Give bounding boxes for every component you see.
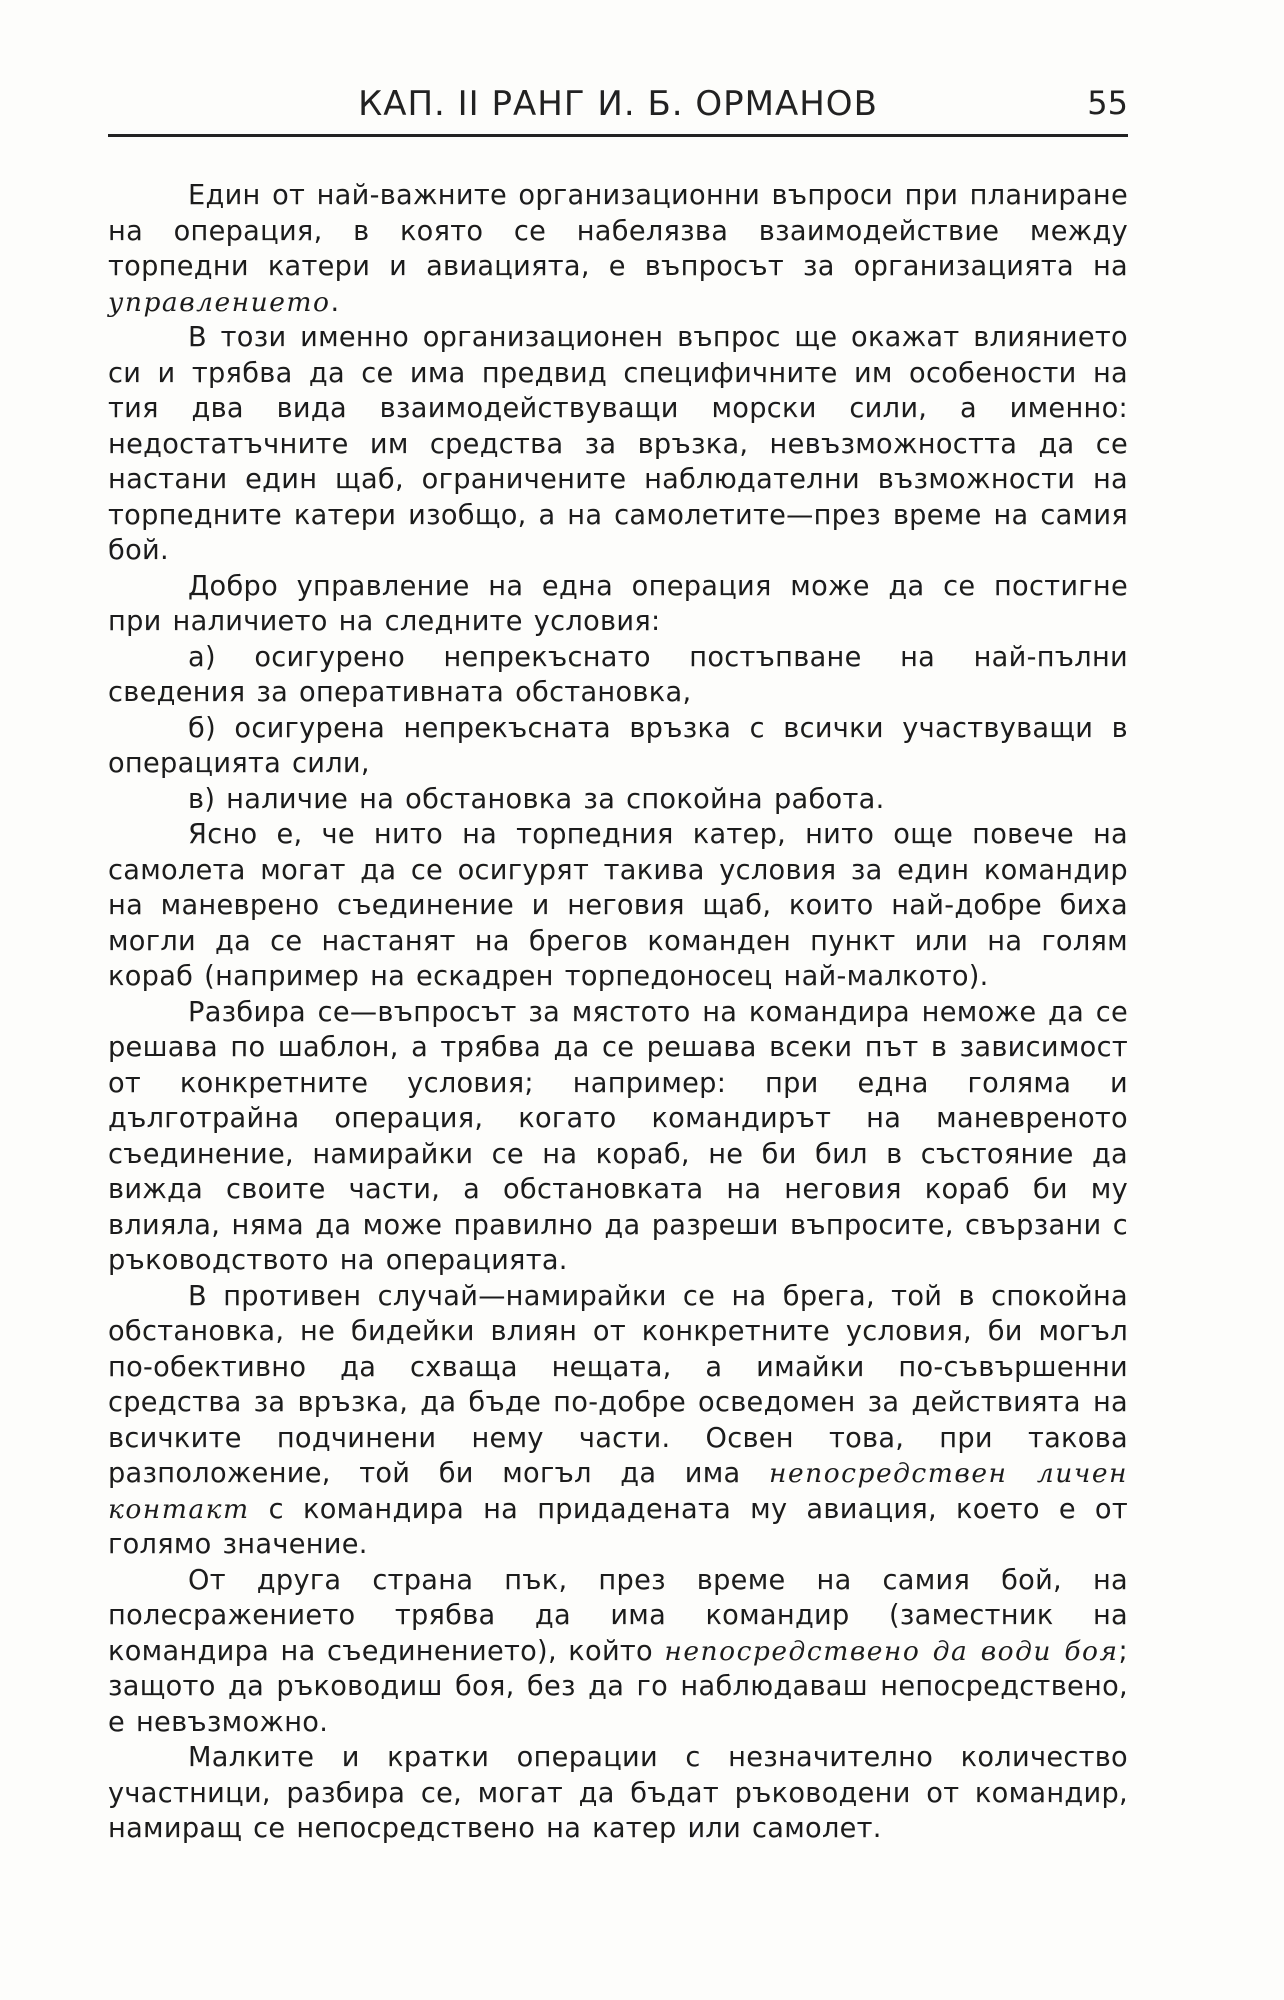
emphasized-text: непосредствен личен контакт [108, 1458, 1128, 1525]
paragraph-text: Добро управление на една операция може да се постигне при наличието на следните условия: [108, 570, 1128, 637]
list-item-paragraph [108, 711, 1128, 782]
paragraph-text: Ясно е, че нито на торпедния катер, нито още повече на самолета могат да се осигурят такива условия за един командир на маневрено съединение и неговия щаб, които най-добре биха могли да се настанят на брегов команден пункт или на голям кораб (например на ескадрен торпедоносец най-малкото). [108, 819, 1128, 992]
paragraph [108, 569, 1128, 640]
list-item-paragraph [108, 640, 1128, 711]
paragraph-text: В противен случай—намирайки се на брега, той в спокойна обстановка, не бидейки влиян от конкретните условия, би могъл по-обективно да схваща нещата, а имайки по-съвършенни средства за връзка, да бъде по-добре осведомен за действията на всичките подчинени нему части. Освен това, при такова разположение, той би могъл да има [108, 1280, 1128, 1489]
paragraph-text: В този именно организационен въпрос ще окажат влиянието си и трябва да се има предвид специфичните им особености на тия два вида взаимодействуващи морски сили, а именно: недостатъчните им средства за връзка, невъзможността да се настани един щаб, ограничените наблюдателни възможности на торпедните катери изобщо, а на самолетите—през време на самия бой. [108, 322, 1128, 566]
paragraph-text: б) осигурена непрекъсната връзка с всички участвуващи в операцията сили, [108, 712, 1128, 779]
header-rule [108, 134, 1128, 137]
emphasized-text: непосредствено да води боя [664, 1635, 1119, 1667]
running-title: КАП. II РАНГ И. Б. ОРМАНОВ [358, 84, 878, 124]
emphasized-text: управлението [108, 286, 331, 318]
paragraph-text: Един от най-важните организационни въпроси при планиране на операция, в която се набелязва взаимодействие между торпедни катери и авиацията, е въпросът за организацията на [108, 180, 1128, 282]
paragraph [108, 995, 1128, 1279]
paragraph-text: а) осигурено непрекъснато постъпване на най-пълни сведения за оперативната обстановка, [108, 641, 1128, 708]
body-text [108, 178, 1128, 1847]
paragraph [108, 320, 1128, 569]
paragraph [108, 817, 1128, 995]
paragraph [108, 1279, 1128, 1563]
paragraph [108, 1563, 1128, 1741]
paragraph-text: Малките и кратки операции с незначително количество участници, разбира се, могат да бъдат ръководени от командир, намиращ се непосредствено на катер или самолет. [108, 1742, 1128, 1844]
paragraph-text: Разбира се—въпросът за мястото на командира неможе да се решава по шаблон, а трябва да се решава всеки път в зависимост от конкретните условия; например: при една голяма и дълготрайна операция, когато командирът на маневреното съединение, намирайки се на кораб, не би бил в състояние да вижда своите части, а обстановката на неговия кораб би му влияла, няма да може правилно да разреши въпросите, свързани с ръководството на операцията. [108, 996, 1128, 1276]
paragraph-text: с командира на придадената му авиация, което е от голямо значение. [108, 1493, 1128, 1560]
paragraph [108, 1740, 1128, 1847]
paragraph-text: ; защото да ръководиш боя, без да го наблюдаваш непосредствено, е невъзможно. [108, 1635, 1128, 1738]
paragraph-text: в) наличие на обстановка за спокойна работа. [188, 783, 885, 815]
paragraph-text: От друга страна пък, през време на самия бой, на полесражението трябва да има командир (заместник на командира на съединението), който [108, 1564, 1128, 1667]
paragraph-text: . [330, 286, 340, 318]
paragraph [108, 178, 1128, 320]
page-number: 55 [1087, 84, 1128, 122]
list-item-paragraph [108, 782, 1128, 818]
running-head [108, 82, 1128, 134]
